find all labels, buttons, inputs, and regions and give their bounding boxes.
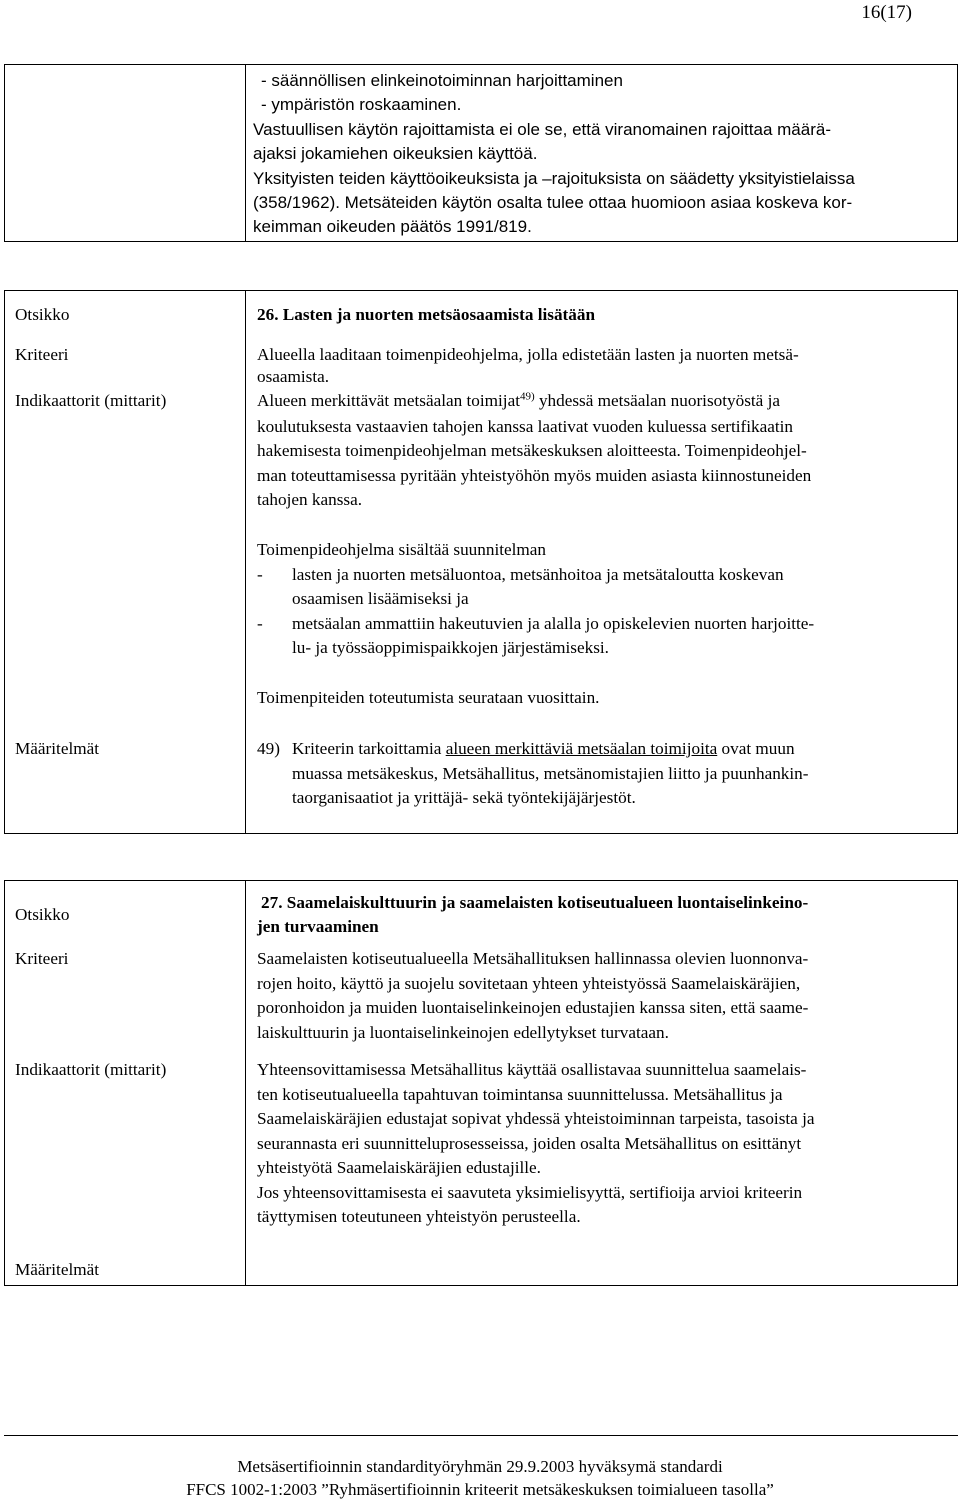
text-line: keimman oikeuden päätös 1991/819. <box>253 217 532 237</box>
label-indikaattorit: Indikaattorit (mittarit) <box>15 1060 167 1079</box>
column-divider <box>245 65 246 241</box>
criterion-title: 26. Lasten ja nuorten metsäosaamista lisätään <box>257 305 596 324</box>
kriteeri-line: osaamista. <box>257 367 330 386</box>
bullet-line: lasten ja nuorten metsäluontoa, metsänhoitoa ja metsätaloutta koskevan <box>292 565 784 584</box>
label-kriteeri: Kriteeri <box>15 949 69 968</box>
text-line: - ympäristön roskaaminen. <box>261 95 462 115</box>
footer-line-1: Metsäsertifioinnin standardityöryhmän 29.9.2003 hyväksymä standardi <box>237 1457 723 1476</box>
indicator-line: täyttymisen toteutuneen yhteistyön perusteella. <box>257 1207 581 1226</box>
kriteeri-line: Alueella laaditaan toimenpideohjelma, jolla edistetään lasten ja nuorten metsä- <box>257 345 799 364</box>
indicator-first-line <box>257 389 780 414</box>
label-maaritelmat: Määritelmät <box>15 739 99 758</box>
column-divider <box>245 291 246 833</box>
indicator-line: Jos yhteensovittamisesta ei saavuteta yksimielisyyttä, sertifioija arvioi kriteerin <box>257 1183 803 1202</box>
top-text <box>253 69 953 240</box>
text-line: Vastuullisen käytön rajoittamista ei ole se, että viranomainen rajoittaa määrä- <box>253 119 831 139</box>
label-otsikko: Otsikko <box>15 905 70 924</box>
definition-text: Kriteerin tarkoittamia <box>292 739 446 758</box>
kriteeri-line: laiskulttuurin ja luontaiselinkeinojen edellytykset turvataan. <box>257 1023 669 1042</box>
indicator-line: ten kotiseutualueella tapahtuvan toimintansa suunnittelussa. Metsähallitus ja <box>257 1085 783 1104</box>
program-intro: Toimenpideohjelma sisältää suunnitelman <box>257 540 547 559</box>
footer-line-2: FFCS 1002-1:2003 ”Ryhmäsertifioinnin kriteerit metsäkeskuksen toimialueen tasolla” <box>186 1480 774 1499</box>
indicator-line: seurannasta eri suunnitteluprosesseissa, joiden osalta Metsähallitus on esittänyt <box>257 1134 802 1153</box>
kriteeri-line: rojen hoito, käyttö ja suojelu sovitetaan yhteen yhteistyössä Saamelaiskäräjien, <box>257 974 801 993</box>
definition-line: muassa metsäkeskus, Metsähallitus, metsänomistajien liitto ja puunhankin- <box>292 764 809 783</box>
bullet-line: lu- ja työssäoppimispaikkojen järjestämiseksi. <box>292 638 609 657</box>
indicator-line: hakemisesta toimenpideohjelman metsäkeskuksen aloitteesta. Toimenpideohjel- <box>257 441 807 460</box>
criterion-27-table <box>4 880 958 1286</box>
bullet-line: osaamisen lisäämiseksi ja <box>292 589 469 608</box>
kriteeri-line: poronhoidon ja muiden luontaiselinkeinojen edustajien kanssa siten, että saame- <box>257 998 809 1017</box>
bullet-line: metsäalan ammattiin hakeutuvien ja alalla jo opiskelevien nuorten harjoitte- <box>292 614 815 633</box>
column-divider <box>245 881 246 1285</box>
indicator-line: man toteuttamisessa pyritään yhteistyöhön myös muiden asiasta kiinnostuneiden <box>257 466 812 485</box>
indicator-line: koulutuksesta vastaavien tahojen kanssa laativat vuoden kuluessa sertifikaatin <box>257 417 794 436</box>
definition-text: ovat muun <box>717 739 795 758</box>
followup-text: Toimenpiteiden toteutumista seurataan vuosittain. <box>257 688 600 707</box>
label-maaritelmat: Määritelmät <box>15 1260 99 1279</box>
text-line: - säännöllisen elinkeinotoiminnan harjoittaminen <box>261 71 623 90</box>
label-indikaattorit: Indikaattorit (mittarit) <box>15 391 167 410</box>
criterion-title: jen turvaaminen <box>257 917 379 936</box>
indicator-line: Saamelaiskäräjien edustajat sopivat yhdessä yhteistoiminnan tarpeista, tasoista ja <box>257 1109 815 1128</box>
footnote-ref: 49) <box>519 390 535 403</box>
indicator-line: Yhteensovittamisessa Metsähallitus käyttää osallistavaa suunnittelua saamelais- <box>257 1060 807 1079</box>
label-otsikko: Otsikko <box>15 305 70 324</box>
text-line: ajaksi jokamiehen oikeuksien käyttöä. <box>253 144 538 164</box>
criterion-title: 27. Saamelaiskulttuurin ja saamelaisten kotiseutualueen luontaiselinkeino- <box>261 893 809 912</box>
definition-number: 49) <box>257 739 280 758</box>
indicator-line: yhteistyötä Saamelaiskäräjien edustajille. <box>257 1158 541 1177</box>
kriteeri-line: Saamelaisten kotiseutualueella Metsähallituksen hallinnassa olevien luonnonva- <box>257 949 809 968</box>
label-kriteeri: Kriteeri <box>15 345 69 364</box>
text-line: Yksityisten teiden käyttöoikeuksista ja –rajoituksista on säädetty yksityistielaissa <box>253 168 855 188</box>
indicator-line: tahojen kanssa. <box>257 490 363 509</box>
text-line: (358/1962). Metsäteiden käytön osalta tulee ottaa huomioon asiaa koskeva kor- <box>253 193 853 213</box>
footer-divider <box>4 1435 958 1436</box>
criterion-26-table <box>4 290 958 834</box>
definition-term: alueen merkittäviä metsäalan toimijoita <box>445 739 718 758</box>
definition-line: taorganisaatiot ja yrittäjä- sekä työntekijäjärjestöt. <box>292 788 636 807</box>
page-number: 16(17) <box>861 2 912 23</box>
bullet-dash: - <box>257 565 263 584</box>
indicator-text: Alueen merkittävät metsäalan toimijat <box>257 391 520 410</box>
indicator-text: yhdessä metsäalan nuorisotyöstä ja <box>534 391 780 410</box>
bullet-dash: - <box>257 614 263 633</box>
definition-first-line <box>292 737 795 762</box>
top-text-box <box>4 64 958 242</box>
